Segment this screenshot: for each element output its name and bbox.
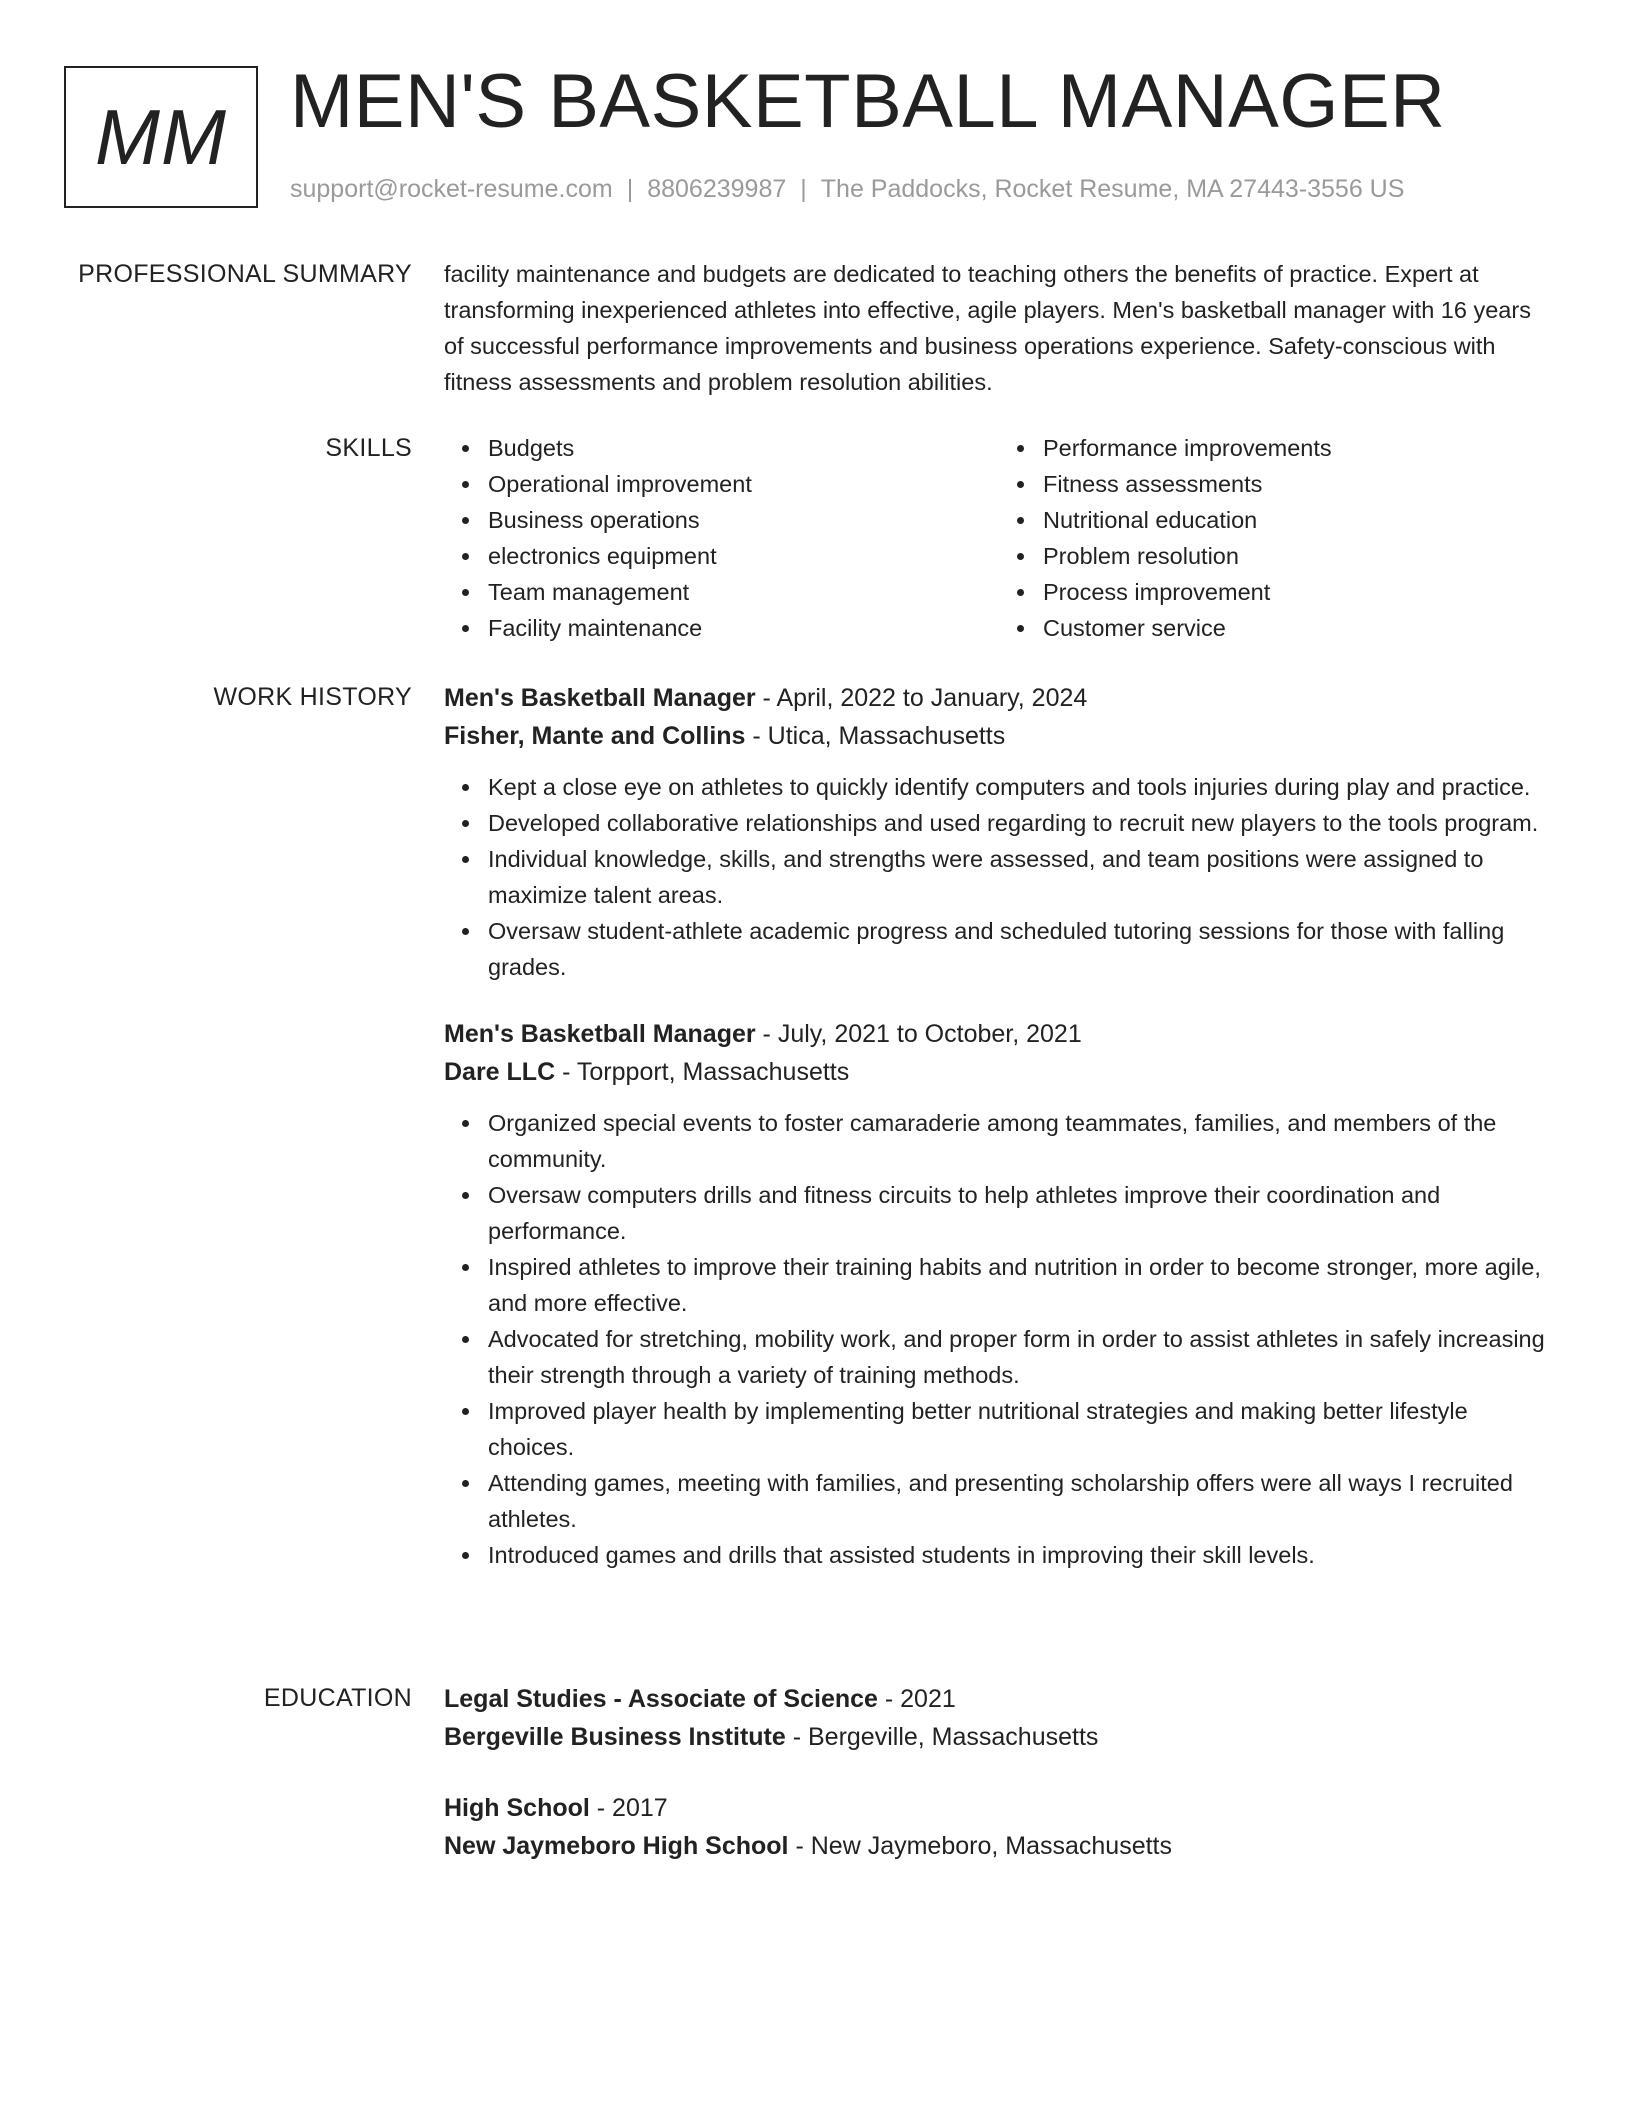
education-school-line (444, 1718, 1554, 1756)
job-entry (444, 1015, 1554, 1573)
job-bullet: Oversaw computers drills and fitness circuits to help athletes improve their coordination and performance. (488, 1177, 1554, 1249)
summary-heading: PROFESSIONAL SUMMARY (78, 260, 412, 288)
contact-email: support@rocket-resume.com (290, 175, 613, 203)
job-bullet: Inspired athletes to improve their training habits and nutrition in order to become stronger, more agile, and more effective. (488, 1249, 1554, 1321)
education-entry (444, 1789, 1554, 1865)
job-company-line (444, 1053, 1554, 1091)
skill-item: Fitness assessments (1043, 466, 1554, 502)
job-title-line (444, 1015, 1554, 1053)
contact-address: The Paddocks, Rocket Resume, MA 27443-3556 US (820, 175, 1405, 203)
skill-item: Process improvement (1043, 574, 1554, 610)
education-location: - Bergeville, Massachusetts (785, 1723, 1099, 1751)
education-degree: High School (444, 1794, 590, 1822)
resume-name: MEN'S BASKETBALL MANAGER (290, 59, 1446, 144)
job-bullet: Kept a close eye on athletes to quickly identify computers and tools injuries during play and practice. (488, 769, 1554, 805)
contact-phone: 8806239987 (647, 175, 787, 203)
job-dates: - July, 2021 to October, 2021 (755, 1020, 1082, 1048)
education-location: - New Jaymeboro, Massachusetts (788, 1832, 1172, 1860)
contact-line (290, 172, 1404, 206)
work-history-heading: WORK HISTORY (213, 683, 412, 711)
job-company: Fisher, Mante and Collins (444, 722, 746, 750)
monogram-box (64, 66, 258, 208)
skill-item: electronics equipment (488, 538, 999, 574)
education-school: Bergeville Business Institute (444, 1723, 786, 1751)
education-degree-line (444, 1789, 1554, 1827)
education-degree-line (444, 1680, 1554, 1718)
job-bullet: Organized special events to foster camaraderie among teammates, families, and members of the community. (488, 1105, 1554, 1177)
skill-item: Operational improvement (488, 466, 999, 502)
skills-list-left (444, 430, 999, 646)
education-body (444, 1680, 1554, 1865)
job-location: - Torpport, Massachusetts (555, 1058, 850, 1086)
summary-text: facility maintenance and budgets are dedicated to teaching others the benefits of practice. Expert at transforming inexperienced athletes into effective, agile players. Men's basketball manager with 16 years of successful performance improvements and business operations experience. Safety-conscious with fitness assessments and problem resolution abilities. (444, 261, 1531, 395)
job-company-line (444, 717, 1554, 755)
skill-item: Nutritional education (1043, 502, 1554, 538)
education-year: - 2021 (877, 1685, 956, 1713)
contact-separator: | (800, 175, 807, 203)
job-bullets (444, 1105, 1554, 1573)
job-bullet: Individual knowledge, skills, and strengths were assessed, and team positions were assigned to maximize talent areas. (488, 841, 1554, 913)
job-position: Men's Basketball Manager (444, 684, 756, 712)
job-bullet: Introduced games and drills that assisted students in improving their skill levels. (488, 1537, 1554, 1573)
skills-heading: SKILLS (325, 434, 412, 462)
job-dates: - April, 2022 to January, 2024 (755, 684, 1088, 712)
skill-item: Problem resolution (1043, 538, 1554, 574)
education-heading: EDUCATION (263, 1684, 412, 1712)
job-bullet: Advocated for stretching, mobility work, and proper form in order to assist athletes in safely increasing their strength through a variety of training methods. (488, 1321, 1554, 1393)
skill-item: Performance improvements (1043, 430, 1554, 466)
job-location: - Utica, Massachusetts (745, 722, 1006, 750)
skill-item: Team management (488, 574, 999, 610)
skills-body (444, 430, 1554, 646)
job-bullet: Attending games, meeting with families, and presenting scholarship offers were all ways I recruited athletes. (488, 1465, 1554, 1537)
monogram-initials: MM (95, 92, 227, 181)
job-bullet: Improved player health by implementing better nutritional strategies and making better lifestyle choices. (488, 1393, 1554, 1465)
education-school: New Jaymeboro High School (444, 1832, 789, 1860)
job-entry (444, 679, 1554, 985)
job-position: Men's Basketball Manager (444, 1020, 756, 1048)
education-degree: Legal Studies - Associate of Science (444, 1685, 878, 1713)
skill-item: Customer service (1043, 610, 1554, 646)
education-year: - 2017 (589, 1794, 668, 1822)
job-bullet: Developed collaborative relationships and used regarding to recruit new players to the tools program. (488, 805, 1554, 841)
summary-body (444, 256, 1554, 400)
skills-list-right (999, 430, 1554, 646)
job-bullet: Oversaw student-athlete academic progress and scheduled tutoring sessions for those with falling grades. (488, 913, 1554, 985)
job-bullets (444, 769, 1554, 985)
skill-item: Facility maintenance (488, 610, 999, 646)
job-company: Dare LLC (444, 1058, 556, 1086)
education-entry (444, 1680, 1554, 1756)
work-history-body (444, 679, 1554, 1573)
job-title-line (444, 679, 1554, 717)
skill-item: Business operations (488, 502, 999, 538)
skill-item: Budgets (488, 430, 999, 466)
contact-separator: | (626, 175, 634, 203)
education-school-line (444, 1827, 1554, 1865)
